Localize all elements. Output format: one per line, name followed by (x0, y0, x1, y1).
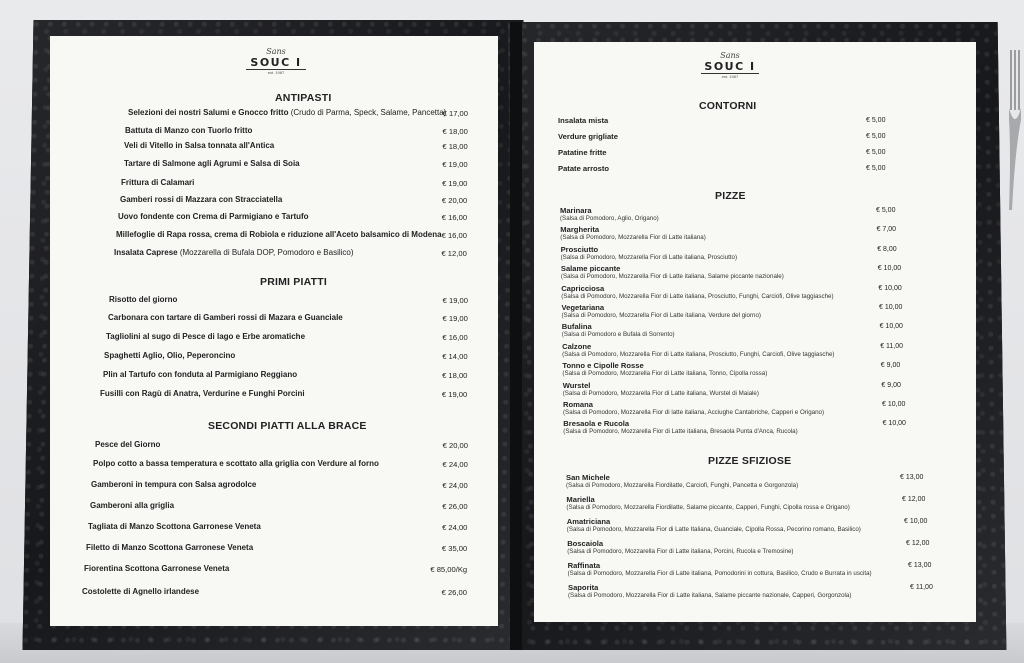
pizza-price: € 12,00 (906, 540, 930, 547)
pizza-name: Marinara (560, 206, 592, 215)
pizza-description: (Salsa di Pomodoro, Mozzarella Fior di Latte italiana, Bresaola Punta d'Anca, Rucola) (563, 428, 798, 436)
dish-price: € 20,00 (442, 441, 468, 450)
special-pizza-item (566, 473, 798, 489)
pizza-name: Prosciutto (560, 244, 599, 254)
pizza-name: Romana (563, 400, 593, 409)
pizza-price: € 10,00 (882, 401, 906, 408)
pizza-description: (Salsa di Pomodoro e Bufala di Sorrento) (561, 331, 675, 339)
pizza-description: (Salsa di Pomodoro, Mozzarella Fior di Latte italiana, Prosciutto) (560, 253, 738, 261)
pizza-name: Salame piccante (560, 264, 621, 274)
dish-name: Pesce del Giorno (95, 440, 161, 449)
menu-item-name (88, 522, 261, 531)
dish-name: Tagliata di Manzo Scottona Garronese Veneta (88, 522, 261, 531)
menu-page-left (50, 36, 498, 626)
pizza-description: (Salsa di Pomodoro, Mozzarella Fior di Latte italiana, Pomodorini in cottura, Basilico, Crudo e Burrata in uscita) (567, 570, 872, 577)
pizza-price: € 12,00 (902, 496, 926, 503)
menu-item-name (116, 230, 442, 239)
pizza-description: (Salsa di Pomodoro, Mozzarella Fiordilatte, Carciofi, Funghi, Pancetta e Gorgonzola) (566, 482, 799, 489)
pizza-price: € 10,00 (904, 518, 928, 525)
pizza-name: San Michele (566, 473, 610, 482)
dish-price: € 19,00 (442, 296, 468, 305)
pizza-description: (Salsa di Pomodoro, Mozzarella Fior di Latte italiana, Salame piccante nazionale, Capperi, Gorgonzola) (568, 592, 852, 599)
pizza-description: (Salsa di Pomodoro, Mozzarella Fior di Latte italiana, Salame piccante nazionale) (560, 273, 784, 281)
menu-item-name (108, 313, 343, 322)
special-pizza-item (566, 495, 849, 511)
dish-description: (Mozzarella di Bufala DOP, Pomodoro e Basilico) (179, 248, 354, 257)
pizza-name: Boscaiola (567, 539, 604, 548)
dish-name: Fusilli con Ragù di Anatra, Verdurine e Funghi Porcini (100, 389, 305, 398)
dish-price: € 18,00 (442, 127, 468, 136)
section-title-antipasti: ANTIPASTI (275, 92, 332, 104)
menu-item-name (124, 159, 300, 168)
special-pizza-item (568, 583, 851, 599)
pizza-item (563, 419, 797, 435)
menu-item-name (103, 370, 297, 379)
dish-price: € 18,00 (442, 142, 468, 151)
menu-item-name (114, 248, 354, 257)
pizza-description: (Salsa di Pomodoro, Mozzarella Fiordilatte, Salame piccante, Capperi, Funghi, Cipolla rossa e Origano) (566, 504, 850, 511)
pizza-description: (Salsa di Pomodoro, Mozzarella Fior di Latte italiana, Porcini, Rucola e Tremosine) (567, 548, 794, 555)
side-dish-name (558, 116, 608, 125)
menu-item-name (109, 295, 177, 304)
dish-price: € 14,00 (442, 352, 468, 361)
menu-item-name (128, 108, 446, 117)
dish-price: € 24,00 (442, 523, 468, 532)
dish-price: € 24,00 (442, 460, 468, 469)
pizza-description: (Salsa di Pomodoro, Mozzarella Fior di Latte italiana) (560, 234, 706, 242)
pizza-description: (Salsa di Pomodoro, Mozzarella Fior di latte italiana, Acciughe Cantabriche, Capperi e Origano) (563, 409, 825, 416)
pizza-name: Vegetariana (561, 303, 605, 312)
pizza-item (560, 225, 705, 241)
pizza-price: € 10,00 (878, 284, 902, 292)
dish-name: Tagliolini al sugo di Pesce di lago e Erbe aromatiche (106, 332, 306, 341)
dish-price: € 18,00 (442, 371, 468, 380)
menu-page-right (534, 42, 976, 622)
dish-name: Tartare di Salmone agli Agrumi e Salsa di Soia (124, 159, 300, 168)
dish-name: Fiorentina Scottona Garronese Veneta (84, 564, 230, 573)
side-dish-name (558, 132, 618, 141)
dish-name: Insalata mista (558, 116, 609, 125)
dish-price: € 5,00 (866, 133, 886, 140)
dish-name: Gamberoni alla griglia (90, 501, 175, 510)
dish-name: Filetto di Manzo Scottona Garronese Veneta (86, 543, 254, 552)
pizza-description: (Salsa di Pomodoro, Aglio, Origano) (560, 215, 659, 222)
dish-price: € 19,00 (442, 160, 468, 169)
dish-price: € 17,00 (442, 109, 468, 118)
menu-item-name (120, 195, 282, 204)
section-title-secondi: SECONDI PIATTI ALLA BRACE (208, 420, 367, 432)
pizza-price: € 8,00 (877, 245, 897, 253)
dish-description: (Crudo di Parma, Speck, Salame, Pancetta) (290, 108, 447, 117)
dish-name: Millefoglie di Rapa rossa, crema di Robiola e riduzione all'Aceto balsamico di Modena (116, 230, 442, 239)
pizza-price: € 13,00 (908, 562, 932, 569)
dish-price: € 26,00 (441, 588, 467, 597)
pizza-item (561, 264, 784, 280)
pizza-price: € 10,00 (882, 420, 906, 428)
pizza-name: Bresaola e Rucola (563, 419, 630, 429)
pizza-description: (Salsa di Pomodoro, Mozzarella Fior di Latte italiana, Prosciutto, Funghi, Carciofi, Olive taggiasche) (561, 292, 834, 300)
section-title-sfiziose: PIZZE SFIZIOSE (708, 455, 792, 467)
dish-name: Frittura di Calamari (121, 178, 195, 187)
dish-name: Risotto del giorno (109, 295, 178, 304)
pizza-price: € 10,00 (879, 323, 903, 331)
dish-price: € 19,00 (442, 314, 468, 323)
menu-item-name (124, 141, 274, 150)
pizza-name: Margherita (560, 225, 600, 235)
dish-price: € 12,00 (441, 249, 467, 258)
pizza-item (561, 284, 833, 300)
dish-name: Polpo cotto a bassa temperatura e scottato alla griglia con Verdure al forno (93, 459, 379, 468)
pizza-name: Calzone (562, 341, 592, 351)
dish-price: € 35,00 (441, 544, 468, 553)
fork-icon (1004, 50, 1024, 210)
side-dish-name (558, 164, 609, 173)
dish-price: € 19,00 (441, 390, 468, 399)
side-dish-name (558, 148, 607, 157)
special-pizza-item (567, 517, 861, 533)
dish-name: Battuta di Manzo con Tuorlo fritto (125, 126, 253, 135)
dish-name: Verdure grigliate (558, 132, 618, 141)
menu-item-name (118, 212, 309, 221)
dish-price: € 5,00 (866, 117, 886, 124)
dish-price: € 19,00 (442, 179, 468, 188)
menu-item-name (100, 389, 305, 398)
pizza-price: € 5,00 (876, 207, 896, 214)
dish-name: Uovo fondente con Crema di Parmigiano e Tartufo (118, 212, 309, 221)
pizza-item (562, 342, 834, 358)
pizza-price: € 13,00 (900, 474, 924, 481)
dish-name: Patatine fritte (558, 148, 607, 157)
menu-item-name (86, 543, 253, 552)
dish-name: Gamberoni in tempura con Salsa agrodolce (91, 480, 257, 489)
pizza-name: Capricciosa (561, 283, 605, 293)
menu-item-name (95, 440, 160, 449)
special-pizza-item (568, 561, 872, 577)
menu-item-name (121, 178, 194, 187)
pizza-price: € 11,00 (910, 584, 933, 591)
menu-item-name (104, 351, 235, 360)
pizza-description: (Salsa di Pomodoro, Mozzarella Fior di Latte italiana, Tonno, Cipolla rossa) (562, 370, 768, 378)
pizza-item (563, 400, 824, 416)
dish-name: Carbonara con tartare di Gamberi rossi di Mazara e Guanciale (108, 313, 343, 322)
pizza-item (562, 322, 675, 338)
pizza-name: Mariella (566, 495, 595, 504)
dish-price: € 16,00 (441, 231, 467, 240)
dish-name: Plin al Tartufo con fonduta al Parmigiano Reggiano (103, 370, 298, 379)
pizza-name: Wurstel (562, 380, 591, 390)
pizza-price: € 10,00 (877, 265, 902, 273)
pizza-name: Bufalina (561, 322, 592, 332)
pizza-description: (Salsa di Pomodoro, Mozzarella Fior di Latte italiana, Wurstel di Maiale) (562, 389, 759, 397)
dish-price: € 5,00 (866, 165, 886, 172)
dish-price: € 85,00/Kg (430, 565, 468, 574)
pizza-description: (Salsa di Pomodoro, Mozzarella Fior di Latte italiana, Verdure del giorno) (561, 312, 761, 319)
pizza-price: € 9,00 (881, 381, 901, 389)
dish-price: € 20,00 (441, 196, 468, 205)
pizza-name: Saporita (568, 583, 599, 592)
dish-name: Costolette di Agnello irlandese (82, 587, 200, 596)
pizza-name: Raffinata (567, 561, 601, 570)
menu-spine (510, 22, 522, 650)
pizza-name: Tonno e Cipolle Rosse (562, 361, 644, 371)
section-title-primi: PRIMI PIATTI (260, 276, 327, 288)
pizza-description: (Salsa di Pomodoro, Mozzarella Fior di Latte Italiana, Guanciale, Cipolla Rossa, Pecorino romano, Basilico) (566, 526, 861, 533)
restaurant-logo: Sans SOUC I est. 1987 (246, 48, 306, 76)
menu-item-name (91, 480, 256, 489)
dish-price: € 24,00 (442, 481, 468, 490)
restaurant-logo-right: Sans SOUC I est. 1987 (701, 52, 759, 80)
menu-item-name (106, 332, 305, 341)
menu-item-name (82, 587, 199, 596)
dish-price: € 5,00 (866, 149, 886, 156)
pizza-price: € 7,00 (876, 226, 897, 234)
pizza-item (561, 245, 737, 261)
pizza-price: € 10,00 (879, 304, 903, 311)
dish-name: Patate arrosto (558, 164, 610, 173)
menu-item-name (84, 564, 229, 573)
pizza-price: € 11,00 (880, 342, 904, 350)
dish-name: Spaghetti Aglio, Olio, Peperoncino (104, 351, 236, 360)
menu-item-name (90, 501, 174, 510)
special-pizza-item (567, 539, 793, 555)
pizza-item (562, 303, 761, 319)
pizza-item (563, 381, 759, 397)
dish-price: € 16,00 (441, 213, 468, 222)
pizza-description: (Salsa di Pomodoro, Mozzarella Fior di Latte italiana, Prosciutto, Funghi, Carciofi, Olive taggiasche) (562, 350, 835, 358)
section-title-contorni: CONTORNI (699, 100, 757, 112)
dish-name: Gamberi rossi di Mazzara con Stracciatella (120, 195, 283, 204)
dish-price: € 26,00 (442, 502, 468, 511)
pizza-price: € 9,00 (880, 362, 901, 370)
menu-item-name (125, 126, 252, 135)
pizza-item (562, 361, 767, 377)
menu-item-name (93, 459, 379, 468)
pizza-item (560, 206, 659, 222)
dish-price: € 16,00 (442, 333, 468, 342)
dish-name: Insalata Caprese (114, 248, 178, 257)
dish-name: Selezioni dei nostri Salumi e Gnocco fritto (128, 108, 289, 117)
pizza-name: Amatriciana (566, 517, 611, 526)
section-title-pizze: PIZZE (715, 190, 746, 202)
dish-name: Veli di Vitello in Salsa tonnata all'Antica (124, 141, 275, 150)
